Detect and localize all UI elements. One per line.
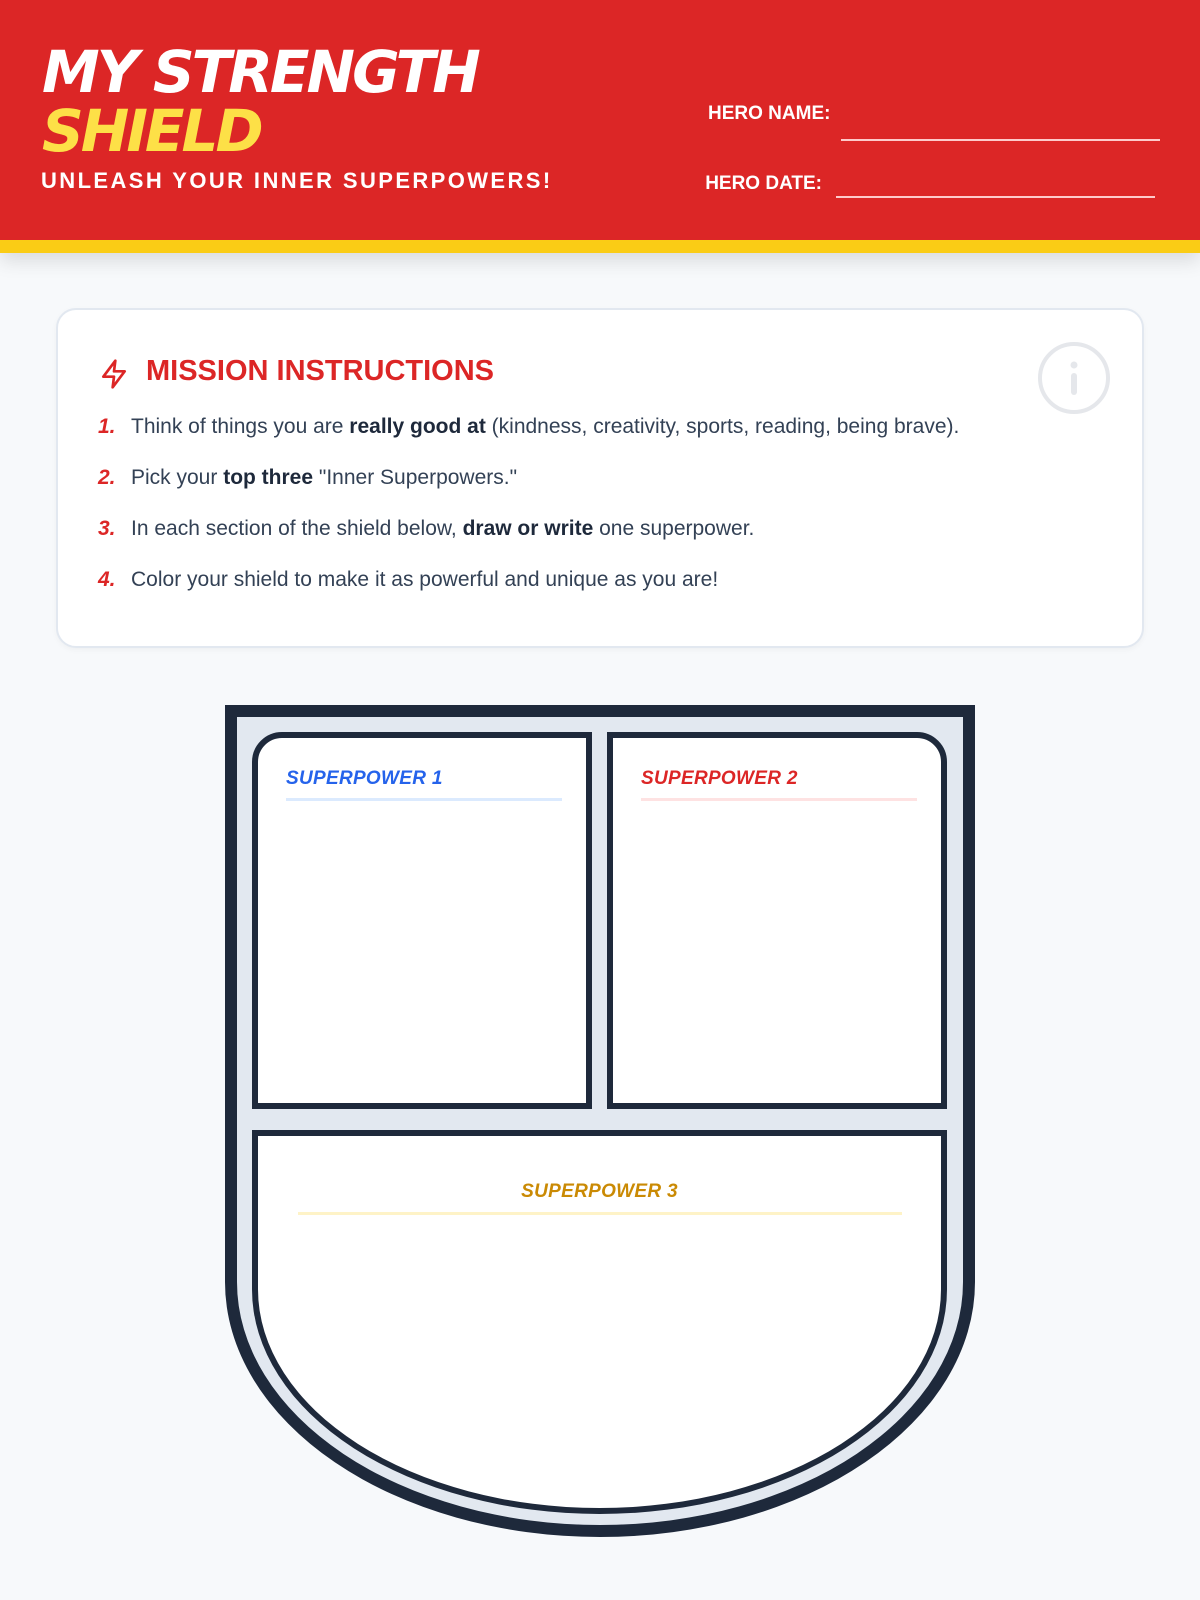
step-number: 2. [98, 466, 116, 489]
info-icon [1036, 340, 1112, 416]
instructions-title: MISSION INSTRUCTIONS [146, 355, 495, 387]
title-line-2: SHIELD [42, 97, 261, 165]
instructions-card: MISSION INSTRUCTIONS 1. Think of things you are really good at (kindness, creativity, sports, reading, being brave). 2. Pick your top three "Inner Superpowers." 3. In each section of the shield below, draw or write one superpower. 4. Color your shield to make it as powerful and unique as you are! [56, 308, 1144, 648]
superpower-3-label: SUPERPOWER 3 [521, 1181, 678, 1202]
step-number: 4. [98, 568, 116, 591]
superpower-3-panel[interactable] [252, 1130, 947, 1514]
hero-name-label: HERO NAME: [708, 103, 831, 124]
superpower-1-panel[interactable] [252, 732, 592, 1109]
superpower-1-label: SUPERPOWER 1 [286, 768, 443, 789]
step-number: 3. [98, 517, 116, 540]
title-line-1: MY STRENGTH [42, 38, 478, 106]
step-number: 1. [98, 415, 116, 438]
hero-date-field[interactable] [836, 196, 1155, 198]
superpower-3-underline [298, 1212, 902, 1215]
strength-shield [225, 705, 975, 1537]
hero-date-label: HERO DATE: [705, 173, 822, 194]
header-banner [0, 0, 1200, 253]
superpower-1-underline [286, 798, 562, 801]
superpower-2-label: SUPERPOWER 2 [641, 768, 798, 789]
superpower-2-underline [641, 798, 917, 801]
hero-name-field[interactable] [841, 139, 1160, 141]
tagline: UNLEASH YOUR INNER SUPERPOWERS! [41, 168, 553, 193]
lightning-icon [98, 358, 130, 390]
superpower-2-panel[interactable] [607, 732, 947, 1109]
